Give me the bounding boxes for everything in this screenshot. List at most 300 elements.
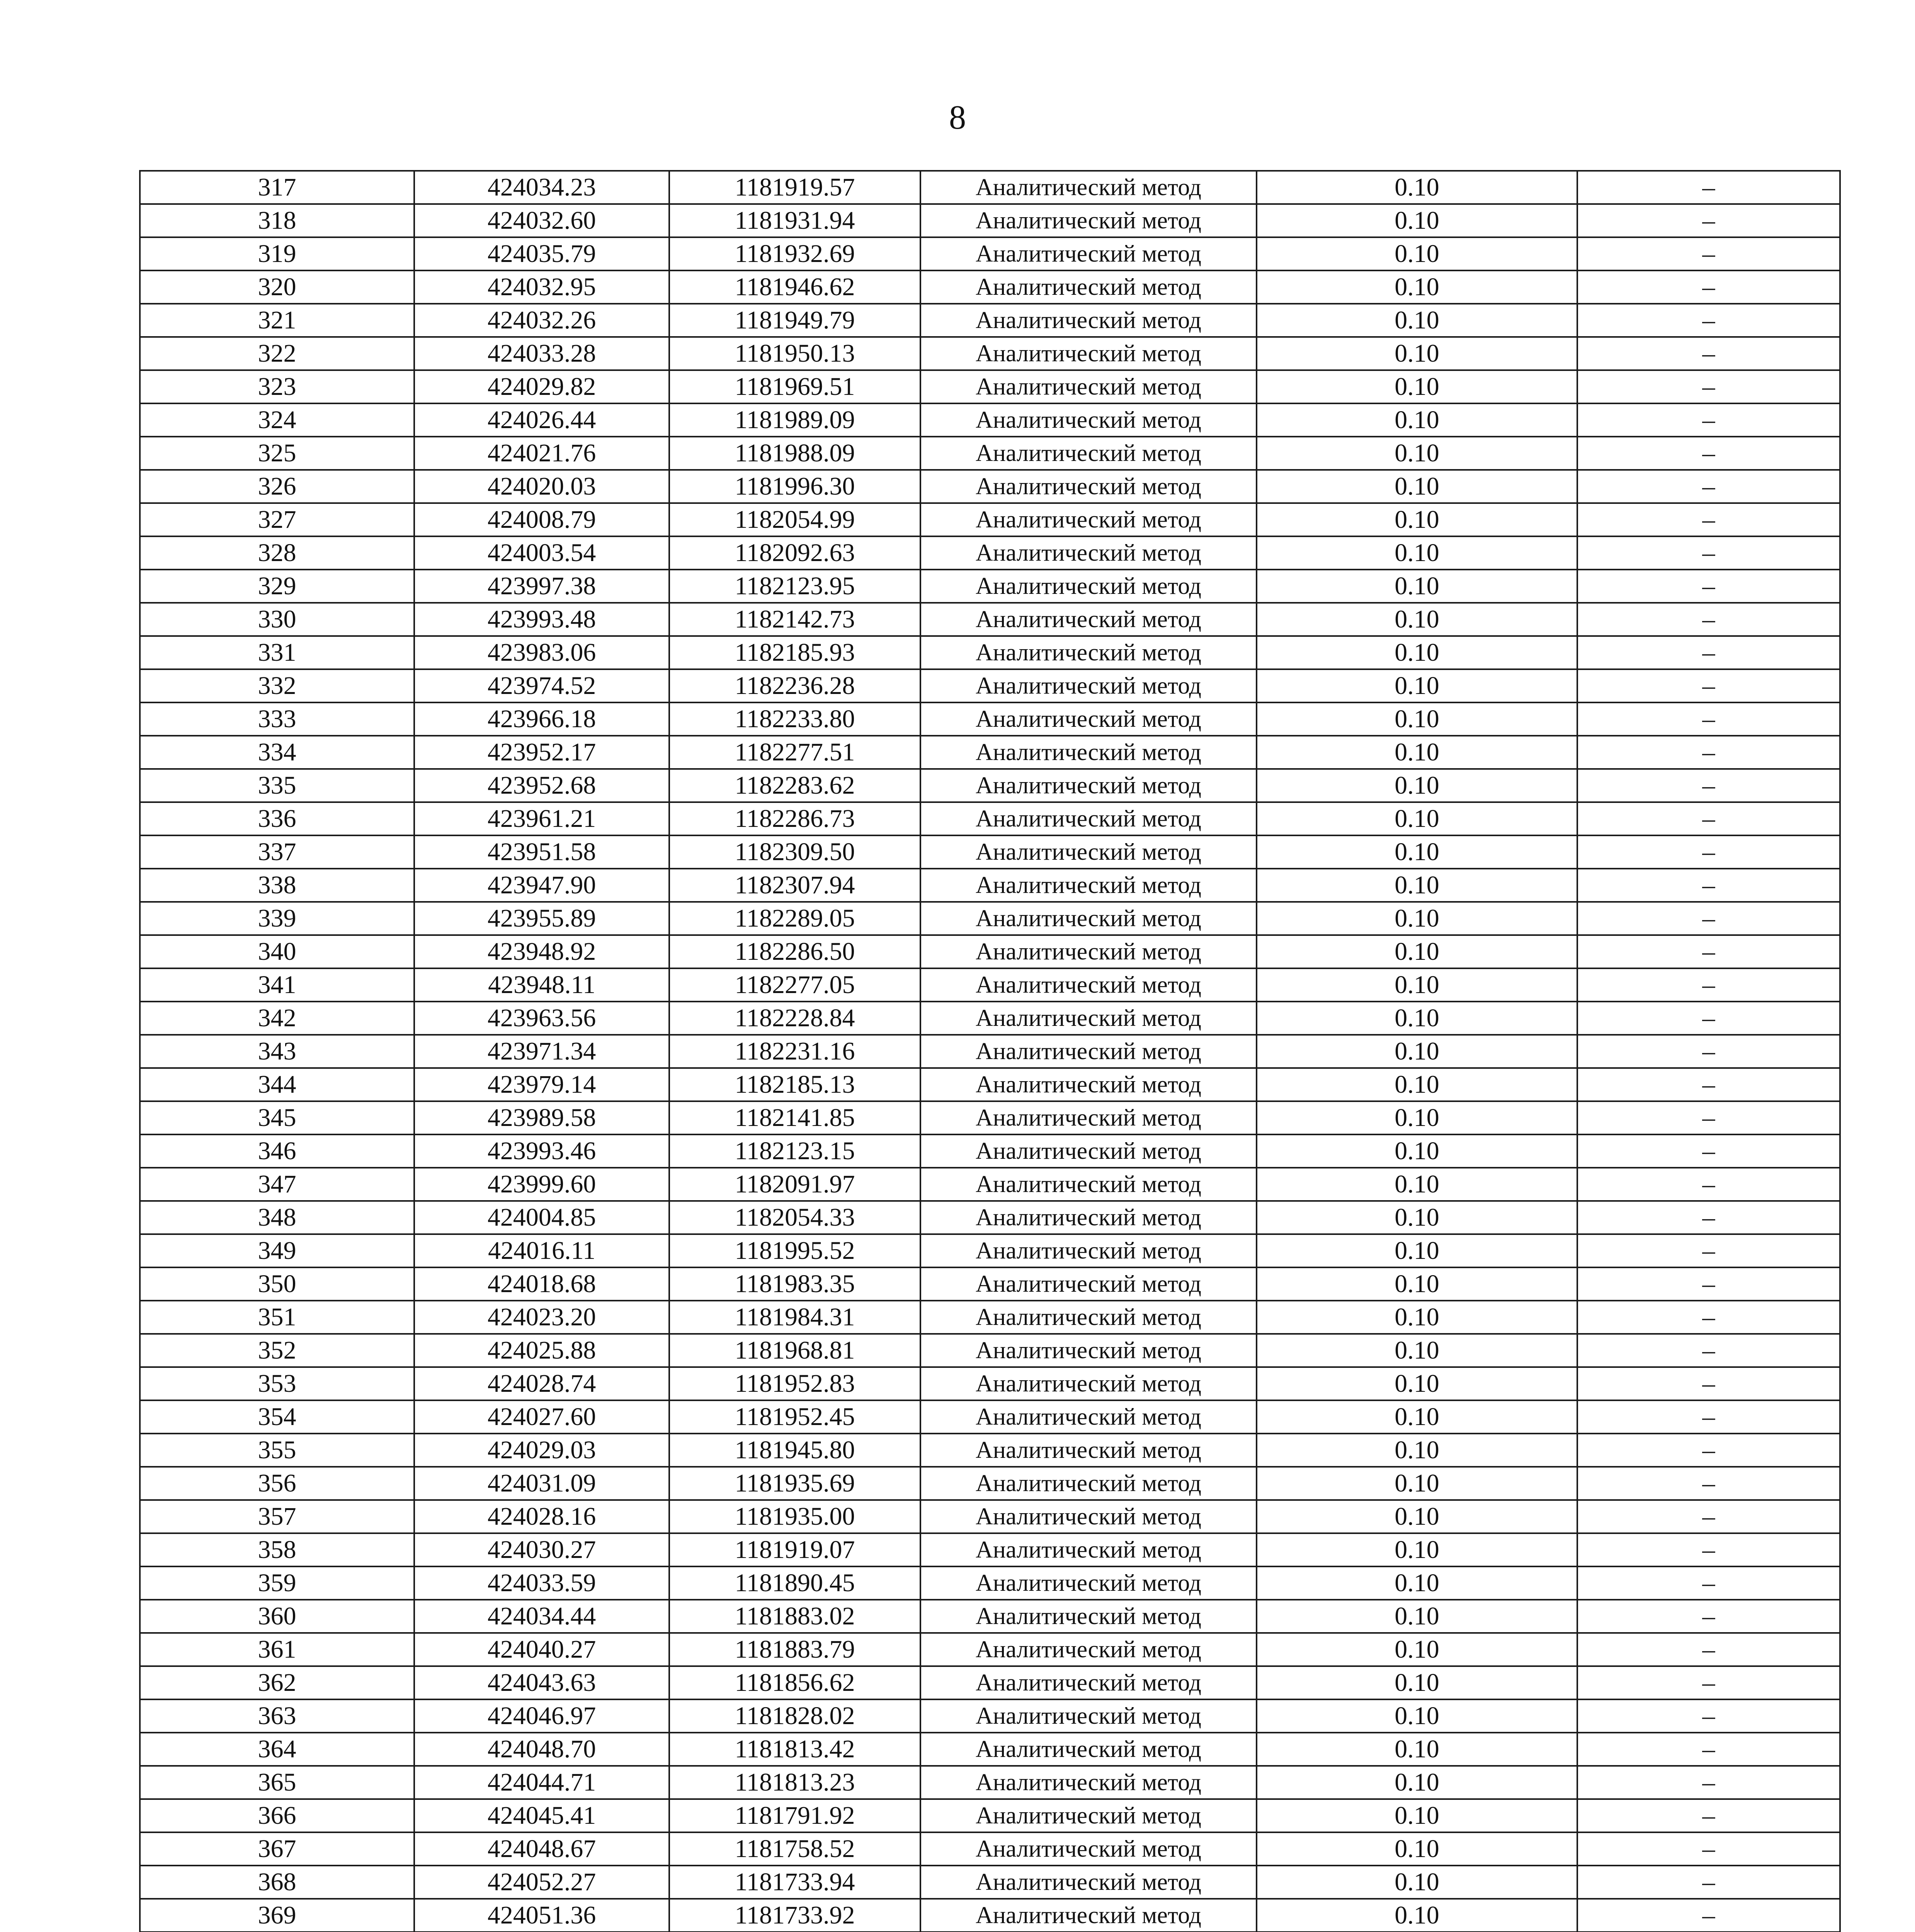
cell-coord-x: 423952.68: [414, 769, 669, 802]
cell-method: Аналитический метод: [920, 437, 1257, 470]
cell-accuracy: 0.10: [1257, 1500, 1577, 1533]
cell-method: Аналитический метод: [920, 1400, 1257, 1434]
cell-accuracy: 0.10: [1257, 1566, 1577, 1600]
cell-note: –: [1577, 570, 1840, 603]
table-row: [140, 1633, 1840, 1666]
cell-coord-y: 1182092.63: [669, 536, 920, 570]
cell-accuracy: 0.10: [1257, 270, 1577, 304]
cell-coord-y: 1181995.52: [669, 1234, 920, 1267]
cell-note: –: [1577, 1400, 1840, 1434]
table-row: [140, 503, 1840, 536]
cell-coord-x: 423951.58: [414, 835, 669, 869]
cell-coord-x: 424016.11: [414, 1234, 669, 1267]
cell-coord-x: 424045.41: [414, 1799, 669, 1832]
cell-note: –: [1577, 1267, 1840, 1301]
cell-coord-y: 1181935.00: [669, 1500, 920, 1533]
cell-coord-y: 1182289.05: [669, 902, 920, 935]
table-row: [140, 1400, 1840, 1434]
table-row: [140, 304, 1840, 337]
cell-method: Аналитический метод: [920, 1832, 1257, 1866]
cell-note: –: [1577, 769, 1840, 802]
table-row: [140, 1068, 1840, 1101]
cell-note: –: [1577, 1699, 1840, 1733]
cell-method: Аналитический метод: [920, 1267, 1257, 1301]
cell-note: –: [1577, 1832, 1840, 1866]
cell-coord-x: 424020.03: [414, 470, 669, 503]
cell-point-number: 347: [140, 1168, 414, 1201]
cell-coord-x: 424034.44: [414, 1600, 669, 1633]
cell-accuracy: 0.10: [1257, 403, 1577, 437]
table-row: [140, 935, 1840, 968]
cell-accuracy: 0.10: [1257, 570, 1577, 603]
cell-method: Аналитический метод: [920, 1566, 1257, 1600]
cell-accuracy: 0.10: [1257, 204, 1577, 237]
cell-point-number: 318: [140, 204, 414, 237]
table-row: [140, 1201, 1840, 1234]
cell-accuracy: 0.10: [1257, 1866, 1577, 1899]
cell-note: –: [1577, 237, 1840, 270]
cell-method: Аналитический метод: [920, 702, 1257, 736]
cell-method: Аналитический метод: [920, 1101, 1257, 1134]
cell-point-number: 341: [140, 968, 414, 1002]
table-row: [140, 1566, 1840, 1600]
cell-note: –: [1577, 470, 1840, 503]
cell-coord-y: 1181989.09: [669, 403, 920, 437]
cell-coord-y: 1182141.85: [669, 1101, 920, 1134]
table-row: [140, 1666, 1840, 1699]
cell-accuracy: 0.10: [1257, 736, 1577, 769]
cell-accuracy: 0.10: [1257, 702, 1577, 736]
cell-coord-y: 1181758.52: [669, 1832, 920, 1866]
table-row: [140, 802, 1840, 835]
cell-coord-y: 1182277.05: [669, 968, 920, 1002]
cell-method: Аналитический метод: [920, 470, 1257, 503]
cell-method: Аналитический метод: [920, 1301, 1257, 1334]
table-row: [140, 1500, 1840, 1533]
cell-coord-y: 1181883.02: [669, 1600, 920, 1633]
cell-point-number: 331: [140, 636, 414, 669]
cell-note: –: [1577, 1134, 1840, 1168]
cell-coord-x: 424028.16: [414, 1500, 669, 1533]
cell-note: –: [1577, 1566, 1840, 1600]
cell-point-number: 360: [140, 1600, 414, 1633]
cell-point-number: 348: [140, 1201, 414, 1234]
cell-method: Аналитический метод: [920, 835, 1257, 869]
cell-coord-x: 424051.36: [414, 1899, 669, 1932]
cell-method: Аналитический метод: [920, 1201, 1257, 1234]
cell-coord-y: 1182283.62: [669, 769, 920, 802]
table-row: [140, 902, 1840, 935]
cell-point-number: 369: [140, 1899, 414, 1932]
cell-accuracy: 0.10: [1257, 1168, 1577, 1201]
cell-method: Аналитический метод: [920, 1666, 1257, 1699]
table-row: [140, 204, 1840, 237]
cell-accuracy: 0.10: [1257, 869, 1577, 902]
cell-coord-y: 1182309.50: [669, 835, 920, 869]
cell-note: –: [1577, 370, 1840, 403]
cell-coord-x: 423963.56: [414, 1002, 669, 1035]
cell-coord-y: 1181791.92: [669, 1799, 920, 1832]
cell-point-number: 364: [140, 1733, 414, 1766]
cell-note: –: [1577, 1766, 1840, 1799]
cell-note: –: [1577, 835, 1840, 869]
cell-coord-x: 424034.23: [414, 171, 669, 204]
cell-accuracy: 0.10: [1257, 1301, 1577, 1334]
cell-coord-x: 424044.71: [414, 1766, 669, 1799]
table-row: [140, 1467, 1840, 1500]
cell-accuracy: 0.10: [1257, 536, 1577, 570]
cell-accuracy: 0.10: [1257, 171, 1577, 204]
cell-coord-x: 423974.52: [414, 669, 669, 702]
table-row: [140, 1035, 1840, 1068]
cell-coord-y: 1181733.94: [669, 1866, 920, 1899]
cell-note: –: [1577, 304, 1840, 337]
cell-method: Аналитический метод: [920, 1533, 1257, 1566]
cell-method: Аналитический метод: [920, 1134, 1257, 1168]
cell-note: –: [1577, 968, 1840, 1002]
cell-coord-y: 1182277.51: [669, 736, 920, 769]
cell-accuracy: 0.10: [1257, 769, 1577, 802]
cell-coord-y: 1181919.07: [669, 1533, 920, 1566]
cell-note: –: [1577, 802, 1840, 835]
cell-method: Аналитический метод: [920, 802, 1257, 835]
cell-coord-x: 424032.95: [414, 270, 669, 304]
cell-point-number: 320: [140, 270, 414, 304]
table-row: [140, 337, 1840, 370]
cell-coord-x: 424048.70: [414, 1733, 669, 1766]
cell-note: –: [1577, 869, 1840, 902]
cell-coord-x: 424003.54: [414, 536, 669, 570]
cell-coord-y: 1181950.13: [669, 337, 920, 370]
cell-method: Аналитический метод: [920, 1600, 1257, 1633]
cell-method: Аналитический метод: [920, 902, 1257, 935]
table-row: [140, 1434, 1840, 1467]
page-number: 8: [949, 99, 966, 136]
cell-coord-y: 1181813.23: [669, 1766, 920, 1799]
cell-accuracy: 0.10: [1257, 1600, 1577, 1633]
cell-accuracy: 0.10: [1257, 1467, 1577, 1500]
cell-coord-x: 423948.92: [414, 935, 669, 968]
cell-note: –: [1577, 403, 1840, 437]
cell-coord-y: 1181890.45: [669, 1566, 920, 1600]
cell-note: –: [1577, 1733, 1840, 1766]
cell-coord-y: 1181828.02: [669, 1699, 920, 1733]
cell-coord-y: 1181952.45: [669, 1400, 920, 1434]
cell-method: Аналитический метод: [920, 1699, 1257, 1733]
cell-coord-x: 424023.20: [414, 1301, 669, 1334]
cell-method: Аналитический метод: [920, 603, 1257, 636]
table-row: [140, 769, 1840, 802]
cell-coord-x: 423993.48: [414, 603, 669, 636]
table-row: [140, 1234, 1840, 1267]
cell-point-number: 356: [140, 1467, 414, 1500]
cell-coord-x: 424021.76: [414, 437, 669, 470]
cell-point-number: 349: [140, 1234, 414, 1267]
table-row: [140, 1168, 1840, 1201]
cell-coord-y: 1182123.95: [669, 570, 920, 603]
table-row: [140, 536, 1840, 570]
cell-coord-y: 1181919.57: [669, 171, 920, 204]
cell-coord-y: 1182185.93: [669, 636, 920, 669]
cell-accuracy: 0.10: [1257, 636, 1577, 669]
cell-coord-x: 424029.82: [414, 370, 669, 403]
cell-note: –: [1577, 1500, 1840, 1533]
cell-method: Аналитический метод: [920, 1334, 1257, 1367]
cell-method: Аналитический метод: [920, 1367, 1257, 1400]
cell-method: Аналитический метод: [920, 1068, 1257, 1101]
cell-method: Аналитический метод: [920, 304, 1257, 337]
cell-coord-y: 1181813.42: [669, 1733, 920, 1766]
cell-note: –: [1577, 536, 1840, 570]
cell-coord-y: 1181983.35: [669, 1267, 920, 1301]
cell-point-number: 343: [140, 1035, 414, 1068]
cell-coord-x: 423989.58: [414, 1101, 669, 1134]
cell-accuracy: 0.10: [1257, 1899, 1577, 1932]
cell-coord-y: 1182307.94: [669, 869, 920, 902]
cell-accuracy: 0.10: [1257, 802, 1577, 835]
table-row: [140, 1134, 1840, 1168]
cell-coord-x: 423961.21: [414, 802, 669, 835]
cell-point-number: 334: [140, 736, 414, 769]
cell-coord-x: 423979.14: [414, 1068, 669, 1101]
cell-coord-y: 1181996.30: [669, 470, 920, 503]
cell-coord-x: 424035.79: [414, 237, 669, 270]
cell-note: –: [1577, 503, 1840, 536]
cell-method: Аналитический метод: [920, 1168, 1257, 1201]
cell-point-number: 330: [140, 603, 414, 636]
cell-point-number: 362: [140, 1666, 414, 1699]
cell-coord-y: 1182286.50: [669, 935, 920, 968]
cell-point-number: 345: [140, 1101, 414, 1134]
cell-method: Аналитический метод: [920, 1035, 1257, 1068]
cell-note: –: [1577, 1101, 1840, 1134]
cell-coord-x: 424033.28: [414, 337, 669, 370]
cell-coord-x: 423983.06: [414, 636, 669, 669]
cell-coord-y: 1181949.79: [669, 304, 920, 337]
table-row: [140, 570, 1840, 603]
cell-accuracy: 0.10: [1257, 1234, 1577, 1267]
cell-accuracy: 0.10: [1257, 1134, 1577, 1168]
cell-method: Аналитический метод: [920, 370, 1257, 403]
cell-point-number: 351: [140, 1301, 414, 1334]
cell-note: –: [1577, 702, 1840, 736]
cell-coord-x: 424026.44: [414, 403, 669, 437]
cell-note: –: [1577, 1002, 1840, 1035]
cell-method: Аналитический метод: [920, 1434, 1257, 1467]
cell-point-number: 328: [140, 536, 414, 570]
cell-note: –: [1577, 337, 1840, 370]
cell-coord-x: 424031.09: [414, 1467, 669, 1500]
cell-point-number: 352: [140, 1334, 414, 1367]
cell-coord-x: 424043.63: [414, 1666, 669, 1699]
cell-point-number: 365: [140, 1766, 414, 1799]
cell-method: Аналитический метод: [920, 204, 1257, 237]
cell-note: –: [1577, 1467, 1840, 1500]
cell-method: Аналитический метод: [920, 570, 1257, 603]
cell-point-number: 361: [140, 1633, 414, 1666]
cell-coord-x: 424028.74: [414, 1367, 669, 1400]
cell-accuracy: 0.10: [1257, 1733, 1577, 1766]
cell-coord-x: 424040.27: [414, 1633, 669, 1666]
cell-coord-y: 1181931.94: [669, 204, 920, 237]
cell-coord-y: 1181968.81: [669, 1334, 920, 1367]
cell-accuracy: 0.10: [1257, 902, 1577, 935]
table-row: [140, 669, 1840, 702]
cell-note: –: [1577, 171, 1840, 204]
table-row: [140, 1533, 1840, 1566]
cell-accuracy: 0.10: [1257, 304, 1577, 337]
cell-accuracy: 0.10: [1257, 1101, 1577, 1134]
cell-coord-x: 423997.38: [414, 570, 669, 603]
cell-point-number: 342: [140, 1002, 414, 1035]
table-row: [140, 1367, 1840, 1400]
cell-coord-y: 1181988.09: [669, 437, 920, 470]
table-row: [140, 1866, 1840, 1899]
cell-point-number: 335: [140, 769, 414, 802]
cell-method: Аналитический метод: [920, 1899, 1257, 1932]
cell-coord-x: 424027.60: [414, 1400, 669, 1434]
cell-coord-y: 1181945.80: [669, 1434, 920, 1467]
cell-note: –: [1577, 1899, 1840, 1932]
cell-point-number: 355: [140, 1434, 414, 1467]
cell-accuracy: 0.10: [1257, 968, 1577, 1002]
cell-accuracy: 0.10: [1257, 1832, 1577, 1866]
cell-note: –: [1577, 603, 1840, 636]
cell-point-number: 337: [140, 835, 414, 869]
cell-coord-x: 423952.17: [414, 736, 669, 769]
cell-note: –: [1577, 935, 1840, 968]
cell-method: Аналитический метод: [920, 403, 1257, 437]
cell-coord-y: 1182286.73: [669, 802, 920, 835]
cell-method: Аналитический метод: [920, 237, 1257, 270]
cell-coord-x: 424032.26: [414, 304, 669, 337]
cell-coord-x: 423993.46: [414, 1134, 669, 1168]
cell-coord-y: 1182091.97: [669, 1168, 920, 1201]
cell-accuracy: 0.10: [1257, 935, 1577, 968]
table-row: [140, 470, 1840, 503]
cell-coord-x: 424048.67: [414, 1832, 669, 1866]
cell-coord-y: 1182054.99: [669, 503, 920, 536]
cell-note: –: [1577, 1367, 1840, 1400]
cell-point-number: 327: [140, 503, 414, 536]
table-row: [140, 702, 1840, 736]
cell-method: Аналитический метод: [920, 270, 1257, 304]
cell-note: –: [1577, 1633, 1840, 1666]
cell-accuracy: 0.10: [1257, 1766, 1577, 1799]
cell-method: Аналитический метод: [920, 1866, 1257, 1899]
cell-coord-y: 1182185.13: [669, 1068, 920, 1101]
cell-note: –: [1577, 437, 1840, 470]
table-row: [140, 603, 1840, 636]
cell-accuracy: 0.10: [1257, 503, 1577, 536]
table-row: [140, 1832, 1840, 1866]
cell-point-number: 367: [140, 1832, 414, 1866]
table-row: [140, 1267, 1840, 1301]
cell-coord-x: 423999.60: [414, 1168, 669, 1201]
cell-coord-y: 1181932.69: [669, 237, 920, 270]
cell-coord-x: 424030.27: [414, 1533, 669, 1566]
cell-note: –: [1577, 1866, 1840, 1899]
cell-accuracy: 0.10: [1257, 669, 1577, 702]
cell-accuracy: 0.10: [1257, 1367, 1577, 1400]
cell-coord-y: 1182123.15: [669, 1134, 920, 1168]
cell-point-number: 350: [140, 1267, 414, 1301]
cell-accuracy: 0.10: [1257, 1666, 1577, 1699]
cell-note: –: [1577, 1666, 1840, 1699]
cell-method: Аналитический метод: [920, 337, 1257, 370]
cell-point-number: 325: [140, 437, 414, 470]
cell-accuracy: 0.10: [1257, 237, 1577, 270]
cell-method: Аналитический метод: [920, 669, 1257, 702]
cell-point-number: 336: [140, 802, 414, 835]
cell-method: Аналитический метод: [920, 1500, 1257, 1533]
cell-accuracy: 0.10: [1257, 603, 1577, 636]
cell-method: Аналитический метод: [920, 1799, 1257, 1832]
cell-method: Аналитический метод: [920, 171, 1257, 204]
cell-coord-y: 1182233.80: [669, 702, 920, 736]
cell-coord-x: 424033.59: [414, 1566, 669, 1600]
cell-note: –: [1577, 1533, 1840, 1566]
cell-coord-x: 424018.68: [414, 1267, 669, 1301]
cell-coord-y: 1182231.16: [669, 1035, 920, 1068]
cell-accuracy: 0.10: [1257, 1799, 1577, 1832]
cell-method: Аналитический метод: [920, 736, 1257, 769]
cell-note: –: [1577, 736, 1840, 769]
cell-accuracy: 0.10: [1257, 1533, 1577, 1566]
cell-accuracy: 0.10: [1257, 1035, 1577, 1068]
table-row: [140, 1301, 1840, 1334]
cell-coord-x: 424046.97: [414, 1699, 669, 1733]
cell-coord-y: 1182054.33: [669, 1201, 920, 1234]
cell-point-number: 346: [140, 1134, 414, 1168]
cell-coord-y: 1181733.92: [669, 1899, 920, 1932]
cell-coord-y: 1181952.83: [669, 1367, 920, 1400]
cell-accuracy: 0.10: [1257, 437, 1577, 470]
cell-method: Аналитический метод: [920, 968, 1257, 1002]
cell-point-number: 321: [140, 304, 414, 337]
cell-method: Аналитический метод: [920, 503, 1257, 536]
cell-accuracy: 0.10: [1257, 1201, 1577, 1234]
cell-accuracy: 0.10: [1257, 1002, 1577, 1035]
cell-accuracy: 0.10: [1257, 1068, 1577, 1101]
cell-point-number: 338: [140, 869, 414, 902]
cell-point-number: 322: [140, 337, 414, 370]
table-row: [140, 636, 1840, 669]
cell-method: Аналитический метод: [920, 1467, 1257, 1500]
cell-accuracy: 0.10: [1257, 1434, 1577, 1467]
cell-coord-x: 424029.03: [414, 1434, 669, 1467]
cell-method: Аналитический метод: [920, 1002, 1257, 1035]
table-row: [140, 370, 1840, 403]
table-row: [140, 237, 1840, 270]
cell-coord-x: 424004.85: [414, 1201, 669, 1234]
cell-method: Аналитический метод: [920, 1766, 1257, 1799]
coordinates-table: [139, 170, 1841, 1932]
table-row: [140, 437, 1840, 470]
cell-method: Аналитический метод: [920, 536, 1257, 570]
cell-coord-y: 1181856.62: [669, 1666, 920, 1699]
table-row: [140, 736, 1840, 769]
cell-point-number: 344: [140, 1068, 414, 1101]
cell-point-number: 368: [140, 1866, 414, 1899]
cell-coord-x: 424052.27: [414, 1866, 669, 1899]
cell-coord-y: 1182228.84: [669, 1002, 920, 1035]
cell-accuracy: 0.10: [1257, 835, 1577, 869]
cell-method: Аналитический метод: [920, 1633, 1257, 1666]
cell-coord-y: 1181946.62: [669, 270, 920, 304]
table-row: [140, 270, 1840, 304]
table-row: [140, 1101, 1840, 1134]
